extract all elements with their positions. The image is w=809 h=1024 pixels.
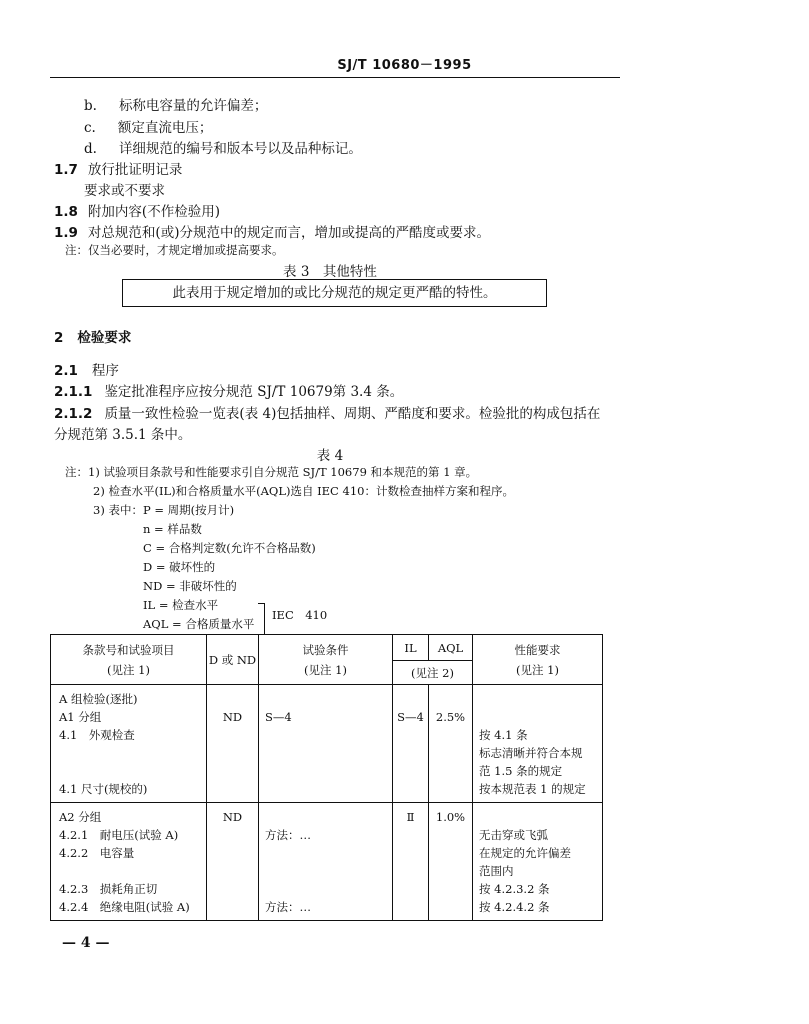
legend-bracket	[258, 603, 265, 635]
a2-cond-421: 方法：…	[265, 828, 311, 842]
a2-cond-424: 方法：…	[265, 900, 311, 914]
section-1-7-body: 要求或不要求	[84, 183, 165, 199]
section-2-title: 检验要求	[77, 330, 132, 346]
section-2-1-1-text: 鉴定批准程序应按分规范 SJ/T 10679第 3.4 条。	[104, 384, 404, 400]
page-header-code: SJ/T 10680－1995	[337, 58, 472, 73]
section-1-9-heading	[54, 221, 490, 241]
table4-note-2: 2) 检查水平(IL)和合格质量水平(AQL)选自 IEC 410：计数检查抽样方案和程序。	[93, 484, 514, 498]
item-c-text: 额定直流电压；	[117, 120, 213, 136]
table4-note-1: 注：1) 试验项目条款号和性能要求引自分规范 SJ/T 10679 和本规范的第 1 章。	[65, 465, 478, 479]
th-cond-note: (见注 1)	[304, 662, 347, 677]
section-1-8-num: 1.8	[54, 204, 78, 220]
section-2-1-title: 程序	[91, 363, 119, 379]
item-c	[84, 116, 212, 136]
item-c-num: c.	[84, 120, 96, 136]
a2-aql-cell	[429, 803, 473, 921]
item-d	[84, 137, 362, 157]
a2-perf-1: 无击穿或飞弧	[479, 828, 548, 842]
section-2-1-2-text1: 质量一致性检验一览表(表 4)包括抽样、周期、严酷度和要求。检验批的构成包括在	[104, 406, 601, 422]
legend-nd: ND = 非破坏性的	[143, 579, 237, 593]
th-perf-note: (见注 1)	[516, 662, 559, 677]
section-1-7-title: 放行批证明记录	[87, 162, 183, 178]
th-il-aql-note: (见注 2)	[393, 661, 473, 685]
legend-d: D = 破坏性的	[143, 560, 216, 574]
table-row-a1	[51, 685, 603, 803]
item-d-text: 详细规范的编号和版本号以及品种标记。	[118, 141, 362, 157]
a2-dnd: ND	[222, 810, 243, 824]
item-b-text: 标称电容量的允许偏差；	[118, 98, 268, 114]
a1-cond: S—4	[265, 710, 292, 724]
section-1-9-note: 注：仅当必要时，才规定增加或提高要求。	[65, 243, 284, 257]
a1-perf-1: 按 4.1 条	[479, 728, 528, 742]
legend-il: IL = 检查水平	[143, 598, 219, 612]
section-1-8-heading	[54, 200, 220, 220]
a2-item-422: 4.2.2 电容量	[59, 846, 135, 860]
a2-aql: 1.0%	[435, 810, 466, 824]
section-1-9-title: 对总规范和(或)分规范中的规定而言，增加或提高的严酷度或要求。	[87, 225, 490, 241]
th-dnd: D 或 ND	[207, 635, 259, 685]
a1-dnd-cell	[207, 685, 259, 803]
a1-aql: 2.5%	[435, 710, 466, 724]
th-cond	[259, 635, 393, 685]
th-il: IL	[393, 635, 429, 661]
a1-group-title: A 组检验(逐批)	[59, 692, 138, 706]
item-d-num: d.	[84, 141, 97, 157]
section-2-1-2-text2: 分规范第 3.5.1 条中。	[54, 427, 192, 443]
table-row-a2	[51, 803, 603, 921]
a1-subgroup: A1 分组	[59, 710, 102, 724]
a1-aql-cell	[429, 685, 473, 803]
a2-perf-4: 按 4.2.3.2 条	[479, 882, 550, 896]
a1-il: S—4	[397, 710, 424, 724]
section-1-7-num: 1.7	[54, 162, 78, 178]
th-clause	[51, 635, 207, 685]
table4-caption: 表 4	[316, 448, 344, 464]
table4	[50, 634, 603, 921]
th-clause-note: (见注 1)	[107, 662, 150, 677]
a1-item-41: 4.1 外观检查	[59, 728, 135, 742]
table4-header-row	[51, 635, 603, 661]
section-2-1-1-num: 2.1.1	[54, 384, 93, 400]
a2-perf-2: 在规定的允许偏差	[479, 846, 571, 860]
a2-dnd-cell	[207, 803, 259, 921]
a2-item-421: 4.2.1 耐电压(试验 A)	[59, 828, 179, 842]
a2-perf-5: 按 4.2.4.2 条	[479, 900, 550, 914]
th-perf-label: 性能要求	[514, 642, 561, 657]
legend-c: C = 合格判定数(允许不合格品数)	[143, 541, 316, 555]
a2-il: Ⅱ	[406, 810, 415, 824]
section-2-1-2	[54, 402, 600, 422]
a1-items	[51, 685, 207, 803]
section-2-1-2-num: 2.1.2	[54, 406, 93, 422]
a1-perf-4: 按本规范表 1 的规定	[479, 782, 586, 796]
legend-iec: IEC 410	[272, 608, 328, 622]
section-1-9-num: 1.9	[54, 225, 78, 241]
th-clause-label: 条款号和试验项目	[82, 642, 175, 657]
section-2-heading	[54, 326, 131, 346]
a1-perf-cell	[473, 685, 603, 803]
header-rule	[50, 77, 620, 78]
a2-perf-cell	[473, 803, 603, 921]
a1-perf-2: 标志清晰并符合本规	[479, 746, 583, 760]
a2-subgroup: A2 分组	[59, 810, 102, 824]
a2-items	[51, 803, 207, 921]
legend-n: n = 样品数	[143, 522, 202, 536]
a1-dnd: ND	[222, 710, 243, 724]
a2-perf-3: 范围内	[479, 864, 514, 878]
page-number: — 4 —	[62, 935, 110, 951]
th-perf	[473, 635, 603, 685]
a2-item-423: 4.2.3 损耗角正切	[59, 882, 158, 896]
a1-perf-3: 范 1.5 条的规定	[479, 764, 563, 778]
section-2-1-heading	[54, 359, 119, 379]
section-2-num: 2	[54, 330, 64, 346]
a2-il-cell	[393, 803, 429, 921]
th-cond-label: 试验条件	[302, 642, 349, 657]
section-1-8-title: 附加内容(不作检验用)	[87, 204, 220, 220]
a2-item-424: 4.2.4 绝缘电阻(试验 A)	[59, 900, 190, 914]
table3-caption: 表 3 其他特性	[283, 264, 377, 280]
a1-item-41-size: 4.1 尺寸(规校的)	[59, 782, 148, 796]
a2-cond-cell	[259, 803, 393, 921]
a1-il-cell	[393, 685, 429, 803]
item-b-num: b.	[84, 98, 97, 114]
table3-box: 此表用于规定增加的或比分规范的规定更严酷的特性。	[122, 279, 547, 307]
th-aql: AQL	[429, 635, 473, 661]
legend-aql: AQL = 合格质量水平	[143, 617, 255, 631]
table4-note-3: 3) 表中：P = 周期(按月计)	[93, 503, 235, 517]
section-2-1-num: 2.1	[54, 363, 78, 379]
a1-cond-cell	[259, 685, 393, 803]
item-b	[84, 94, 267, 114]
section-1-7-heading	[54, 158, 182, 178]
section-2-1-1	[54, 380, 403, 400]
